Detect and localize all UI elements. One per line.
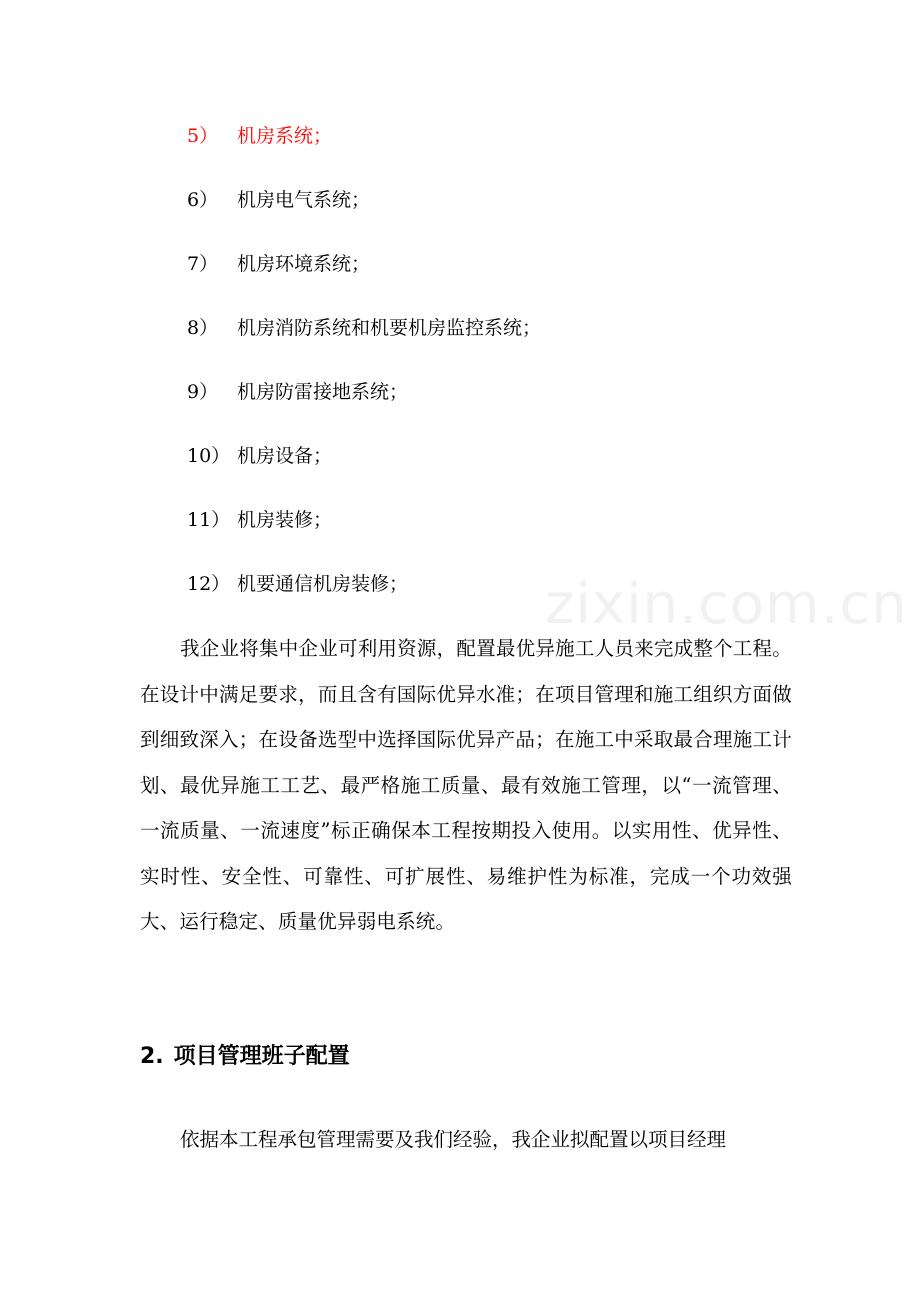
list-item-number: 8） [187,317,219,339]
list-item-number: 9） [187,381,219,403]
list-item [187,502,787,566]
list-item-number: 7） [187,253,219,275]
watermark: zixin.com.cn [545,572,908,637]
list-item-text: 机要通信机房装修； [237,573,409,595]
list-item-text: 机房电气系统； [237,189,371,211]
body-paragraph-continued: 依据本工程承包管理需要及我们经验，我企业拟配置以项目经理 [180,1128,727,1151]
list-item [187,246,787,310]
list-item [187,374,787,438]
list-item-number: 12） [187,573,231,595]
list-item-text: 机房设备； [237,445,333,467]
list-item-number: 6） [187,189,219,211]
section-number: 2. [140,1044,164,1069]
list-item-number: 5） [187,125,219,147]
list-item-text: 机房消防系统和机要机房监控系统； [237,317,542,339]
list-item [187,118,787,182]
system-list [187,118,787,630]
list-item-number: 11） [187,509,231,531]
list-item [187,566,787,630]
section-title: 项目管理班子配置 [173,1044,350,1069]
list-item-text: 机房环境系统； [237,253,371,275]
list-item [187,182,787,246]
list-item-text: 机房系统； [237,125,333,147]
list-item [187,438,787,502]
list-item-text: 机房防雷接地系统； [237,381,409,403]
section-heading [140,1037,350,1077]
list-item-number: 10） [187,445,231,467]
body-paragraph: 我企业将集中企业可利用资源，配置最优异施工人员来完成整个工程。在设计中满足要求，而且含有国际优异水准；在项目管理和施工组织方面做到细致深入；在设备选型中选择国际优异产品；在施工中采取最合理施工计划、最优异施工工艺、最严格施工质量、最有效施工管理，以“一流管理、一流质量、一流速度”标正确保本工程按期投入使用。以实用性、优异性、实时性、安全性、可靠性、可扩展性、易维护性为标准，完成一个功效强大、运行稳定、质量优异弱电系统。 [140,637,792,933]
list-item [187,310,787,374]
list-item-text: 机房装修； [237,509,333,531]
